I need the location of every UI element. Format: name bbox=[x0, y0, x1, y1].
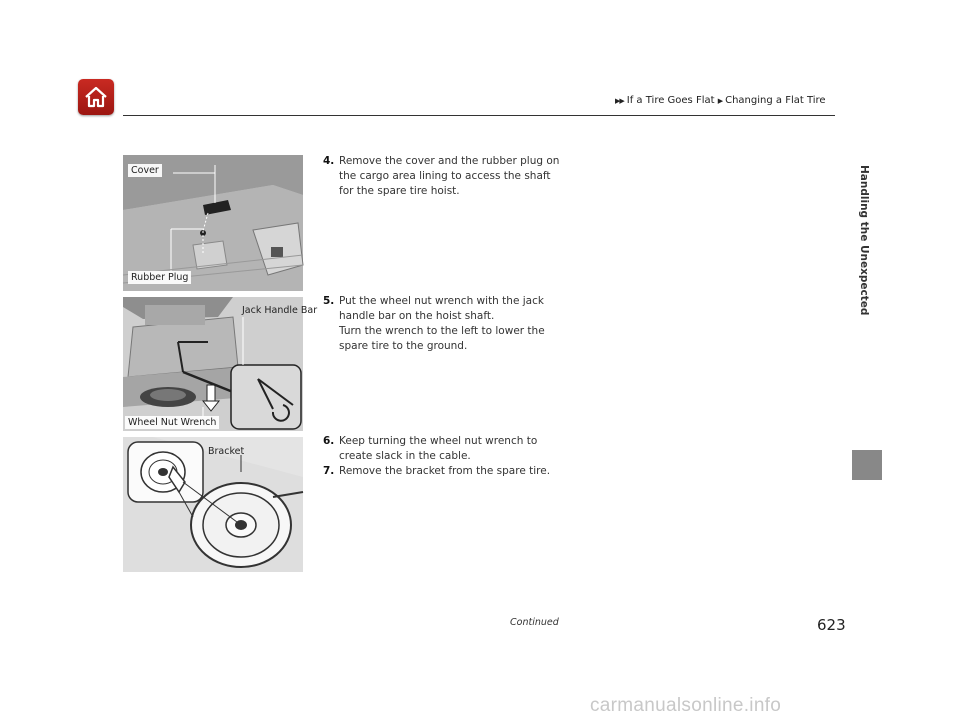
figure-spare-tire-bracket bbox=[123, 437, 303, 572]
step-7 bbox=[323, 464, 563, 479]
breadcrumb bbox=[615, 95, 826, 106]
step-text-line: Keep turning the wheel nut wrench to bbox=[339, 435, 538, 447]
page-number: 623 bbox=[817, 616, 846, 634]
label-bracket: Bracket bbox=[208, 446, 245, 457]
label-jack-handle-bar: Jack Handle Bar bbox=[242, 305, 318, 316]
label-wheel-nut-wrench: Wheel Nut Wrench bbox=[125, 416, 219, 429]
breadcrumb-arrow-icon: ▶ bbox=[717, 97, 723, 105]
figure-cargo-cover bbox=[123, 155, 303, 291]
step-text-line: Remove the cover and the rubber plug on bbox=[339, 155, 560, 167]
header-divider bbox=[123, 115, 835, 116]
step-5 bbox=[323, 294, 563, 354]
watermark: carmanualsonline.info bbox=[590, 695, 782, 716]
label-cover: Cover bbox=[128, 164, 162, 177]
figure-wrench-hoist bbox=[123, 297, 318, 431]
section-marker bbox=[852, 450, 882, 480]
step-text-line: Remove the bracket from the spare tire. bbox=[339, 465, 551, 477]
step-text-line: create slack in the cable. bbox=[339, 450, 471, 462]
step-6 bbox=[323, 434, 563, 464]
breadcrumb-arrow-icon: ▶▶ bbox=[615, 97, 624, 105]
step-4 bbox=[323, 154, 563, 199]
step-text-line: Turn the wrench to the left to lower the bbox=[339, 325, 545, 337]
step-number: 7. bbox=[323, 465, 335, 477]
step-number: 4. bbox=[323, 155, 335, 167]
label-rubber-plug: Rubber Plug bbox=[128, 271, 191, 284]
breadcrumb-item-changing-tire[interactable]: Changing a Flat Tire bbox=[725, 95, 826, 106]
home-button[interactable] bbox=[78, 79, 114, 115]
step-number: 6. bbox=[323, 435, 335, 447]
step-number: 5. bbox=[323, 295, 335, 307]
step-text-line: the cargo area lining to access the shaft bbox=[339, 170, 551, 182]
section-side-tab[interactable] bbox=[850, 165, 878, 455]
home-icon bbox=[84, 86, 108, 108]
step-text-line: spare tire to the ground. bbox=[339, 340, 468, 352]
step-text-line: Put the wheel nut wrench with the jack bbox=[339, 295, 544, 307]
continued-note: Continued bbox=[510, 617, 559, 628]
section-side-tab-label: Handling the Unexpected bbox=[858, 165, 870, 316]
step-text-line: for the spare tire hoist. bbox=[339, 185, 460, 197]
breadcrumb-item-flat-tire[interactable]: If a Tire Goes Flat bbox=[626, 95, 715, 106]
step-text-line: handle bar on the hoist shaft. bbox=[339, 310, 495, 322]
